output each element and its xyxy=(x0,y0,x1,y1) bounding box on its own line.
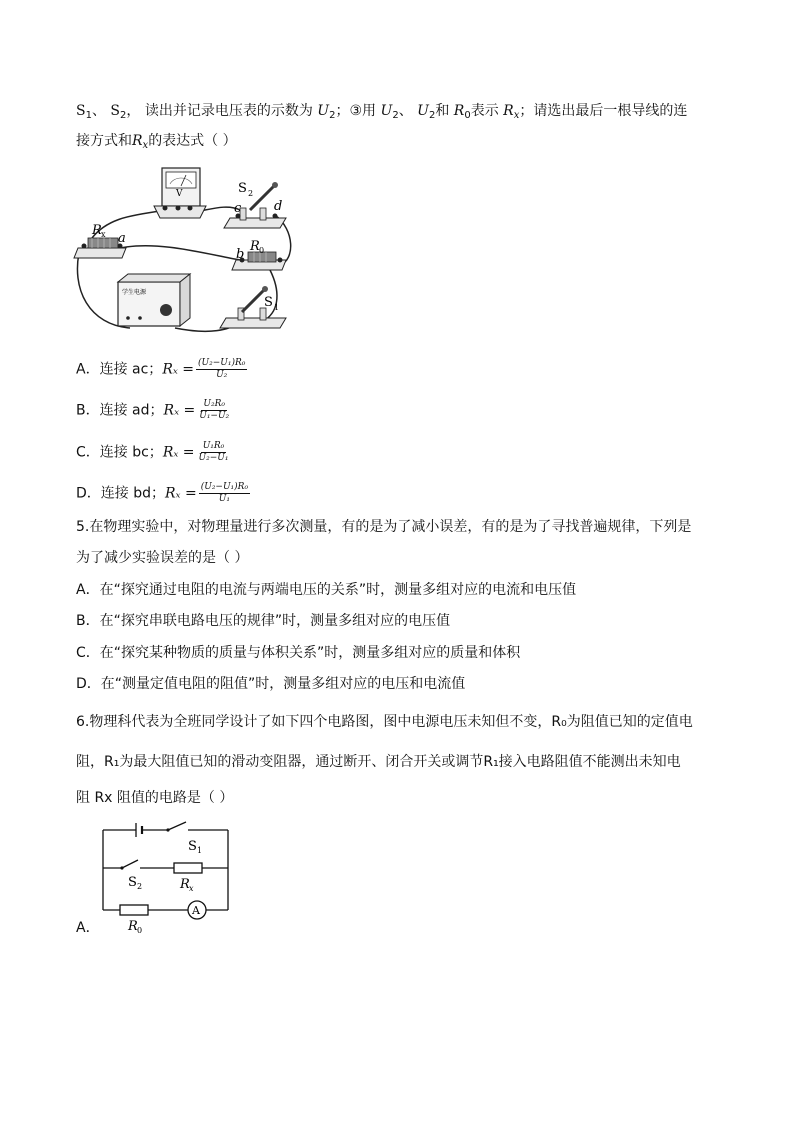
q6-circuit-a xyxy=(98,820,233,935)
text: 的表达式（ ） xyxy=(148,133,237,149)
rx-sub: x xyxy=(101,230,106,239)
option-fraction xyxy=(199,482,250,505)
q6-stem-line2: 阻，R₁为最大阻值已知的滑动变阻器，通过断开、闭合开关或调节R₁接入电路阻值不能测出未知电 xyxy=(76,754,681,770)
terminal-d: d xyxy=(274,199,283,214)
denominator: U₁−U₂ xyxy=(199,411,230,421)
option-text: B．连接 ad； xyxy=(76,402,164,419)
option-text: D．连接 bd； xyxy=(76,485,166,502)
numerator: U₁R₀ xyxy=(202,441,225,451)
u2-sub: 2 xyxy=(329,110,336,121)
q4-stem-line2 xyxy=(76,131,237,156)
u2-sub: 2 xyxy=(428,110,436,121)
power-supply xyxy=(118,274,190,326)
u2-symbol: U xyxy=(417,103,429,119)
ammeter-label: A xyxy=(192,904,200,917)
rx-sub: x xyxy=(142,140,149,151)
option-fraction xyxy=(197,399,231,422)
rx-sub: x xyxy=(189,884,194,893)
s2-sub: 2 xyxy=(137,882,143,891)
option-text: C．连接 bc； xyxy=(76,444,163,461)
s1-sub: 1 xyxy=(274,303,280,312)
sep: 、 xyxy=(91,103,106,119)
q6-stem-line3: 阻 Rx 阻值的电路是（ ） xyxy=(76,790,234,806)
r0-sub: 0 xyxy=(464,110,471,121)
r0-sub: 0 xyxy=(137,926,143,935)
denominator: U₁ xyxy=(218,494,230,504)
q5-stem-line1: 5.在物理实验中，对物理量进行多次测量，有的是为了减小误差，有的是为了寻找普遍规律，下列是 xyxy=(76,519,692,535)
terminal-a: a xyxy=(118,231,126,246)
r0-label: R xyxy=(128,919,138,934)
q4-option-c[interactable] xyxy=(76,441,230,464)
option-lhs: Rₓ = xyxy=(163,402,196,419)
option-fraction xyxy=(197,441,231,464)
q4-option-a[interactable] xyxy=(76,358,247,381)
s2-sub: 2 xyxy=(248,189,254,198)
u2-sub: 2 xyxy=(392,110,399,121)
voltmeter xyxy=(154,168,206,218)
terminal-c: c xyxy=(234,201,242,216)
r0-sub: 0 xyxy=(259,246,265,255)
option-fraction xyxy=(196,358,247,381)
rx-label: R xyxy=(92,223,102,238)
option-text: A．连接 ac； xyxy=(76,361,163,378)
u2-symbol: U xyxy=(317,103,330,119)
rx-label: R xyxy=(180,877,190,892)
rx-symbol: R xyxy=(503,103,514,119)
s2-symbol: S xyxy=(110,103,121,119)
text: ， 读出并记录电压表的示数为 xyxy=(126,103,313,119)
u2-symbol: U xyxy=(380,103,393,119)
rx-sub: x xyxy=(513,110,520,121)
q6-stem-line1: 6.物理科代表为全班同学设计了如下四个电路图，图中电源电压未知但不变，R₀为阻值已知的定值电 xyxy=(76,714,693,730)
q5-option-b[interactable]: B．在“探究串联电路电压的规律”时，测量多组对应的电压值 xyxy=(76,613,451,629)
r0-label: R xyxy=(250,239,260,254)
numerator: U₂R₀ xyxy=(203,399,225,409)
option-lhs: Rₓ = xyxy=(162,361,195,378)
text: ；请选出最后一根导线的连 xyxy=(519,103,688,119)
q5-option-d[interactable]: D．在“测量定值电阻的阻值”时，测量多组对应的电压和电流值 xyxy=(76,676,466,692)
option-lhs: Rₓ = xyxy=(162,444,195,461)
q4-stem-line1 xyxy=(76,101,687,126)
s1-label: S xyxy=(264,295,273,310)
text: 接方式和 xyxy=(76,133,132,149)
option-lhs: Rₓ = xyxy=(165,485,197,502)
s1-sub: 1 xyxy=(197,846,203,855)
denominator: U₂ xyxy=(216,370,228,380)
s2-sub: 2 xyxy=(120,110,127,121)
denominator: U₂−U₁ xyxy=(198,453,229,463)
sep: 、 xyxy=(398,103,413,119)
numerator: (U₂−U₁)R₀ xyxy=(198,358,246,368)
q4-circuit-figure xyxy=(70,160,300,340)
terminal-b: b xyxy=(236,247,245,262)
s1-sub: 1 xyxy=(85,110,92,121)
s2-label: S xyxy=(238,181,247,196)
s2-label: S xyxy=(128,875,137,890)
q5-stem-line2: 为了减少实验误差的是（ ） xyxy=(76,550,249,566)
r0-symbol: R xyxy=(453,103,465,119)
supply-label: 学生电源 xyxy=(122,289,147,296)
text: 和 xyxy=(435,103,450,119)
wire xyxy=(120,246,240,260)
text: 表示 xyxy=(470,103,499,119)
s1-label: S xyxy=(188,839,197,854)
numerator: (U₂−U₁)R₀ xyxy=(200,482,249,492)
q5-option-c[interactable]: C．在“探究某种物质的质量与体积关系”时，测量多组对应的质量和体积 xyxy=(76,645,521,661)
meter-label: V xyxy=(176,189,183,199)
rx-symbol: R xyxy=(132,133,143,149)
s1-symbol: S xyxy=(76,103,86,119)
text: ；③用 xyxy=(335,103,377,119)
q5-option-a[interactable]: A．在“探究通过电阻的电流与两端电压的关系”时，测量多组对应的电流和电压值 xyxy=(76,582,577,598)
q6-option-a[interactable]: A． xyxy=(76,920,100,936)
q4-option-b[interactable] xyxy=(76,399,231,422)
q4-option-d[interactable] xyxy=(76,482,250,505)
